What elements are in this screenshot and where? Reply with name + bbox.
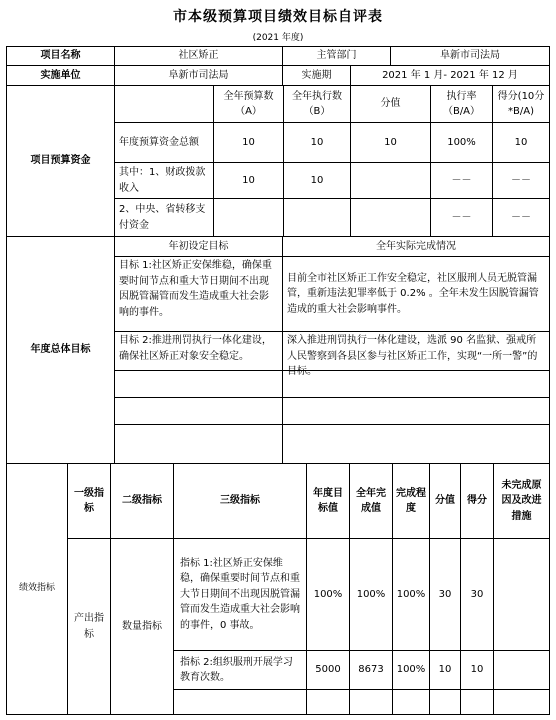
dept-value: 阜新市司法局	[390, 46, 550, 66]
budget-row-total-rate: 100%	[430, 122, 493, 163]
budget-row-fiscal-name: 其中：1、财政拨款收入	[114, 162, 214, 199]
perf-header-level1: 一级指标	[67, 463, 111, 539]
annual-head-actual: 全年实际完成情况	[282, 236, 550, 257]
perf-row-1-score: 30	[460, 538, 494, 651]
perf-row-3-score-value	[429, 689, 461, 715]
perf-label: 绩效指标	[6, 463, 68, 715]
budget-row-transfer-b	[283, 198, 351, 237]
annual-actual-1: 目前全市社区矫正工作安全稳定，社区服刑人员无脱管漏管，重新违法犯罪率低于 0.2% 。全年未发生因脱管漏管造成的重大社会影响事件。	[282, 256, 550, 332]
perf-level2-value: 数量指标	[110, 538, 174, 715]
project-name-label: 项目名称	[6, 46, 115, 66]
annual-actual-2: 深入推进刑罚执行一体化建设，选派 90 名监狱、强戒所人民警察到各县区参与社区矫正工作，实现“一所一警”的目标。	[282, 331, 550, 371]
perf-header-degree: 完成程度	[392, 463, 430, 539]
perf-header-score-value: 分值	[429, 463, 461, 539]
perf-row-3-score	[460, 689, 494, 715]
annual-goal-2: 目标 2:推进刑罚执行一体化建设，确保社区矫正对象安全稳定。	[114, 331, 283, 371]
page-title: 市本级预算项目绩效目标自评表	[173, 9, 383, 25]
budget-header-b: 全年执行数（B）	[283, 85, 351, 123]
perf-row-3-actual	[349, 689, 393, 715]
budget-row-fiscal-a: 10	[213, 162, 284, 199]
perf-row-3-reason	[493, 689, 550, 715]
year-label: (2021 年度)	[252, 33, 304, 43]
annual-goal-1: 目标 1:社区矫正安保维稳，确保重要时间节点和重大节日期间不出现因脱管漏管而发生造成重大社会影响的事件。	[114, 256, 283, 332]
annual-actual-blank-1	[282, 370, 550, 398]
budget-row-total-name: 年度预算资金总额	[114, 122, 214, 163]
perf-row-2-actual: 8673	[349, 650, 393, 690]
budget-header-score-value: 分值	[350, 85, 431, 123]
project-name-value: 社区矫正	[114, 46, 283, 66]
period-label: 实施期	[282, 65, 351, 86]
budget-row-fiscal-rate: －－	[430, 162, 493, 199]
perf-row-1-actual: 100%	[349, 538, 393, 651]
perf-row-1-indicator: 指标 1:社区矫正安保维稳，确保重要时间节点和重大节日期间不出现因脱管漏管而发生造成重大社会影响的事件，0 事故。	[173, 538, 307, 651]
annual-goal-blank-3	[114, 424, 283, 464]
perf-row-1-degree: 100%	[392, 538, 430, 651]
perf-row-2-score: 10	[460, 650, 494, 690]
perf-row-2-degree: 100%	[392, 650, 430, 690]
annual-goals-label: 年度总体目标	[6, 236, 115, 464]
annual-goal-blank-1	[114, 370, 283, 398]
budget-header-rate: 执行率（B/A）	[430, 85, 493, 123]
budget-row-transfer-score-value	[350, 198, 431, 237]
unit-value: 阜新市司法局	[114, 65, 283, 86]
perf-row-3-target	[306, 689, 350, 715]
budget-row-fiscal-score-value	[350, 162, 431, 199]
perf-header-score: 得分	[460, 463, 494, 539]
perf-row-2-score-value: 10	[429, 650, 461, 690]
perf-row-3-degree	[392, 689, 430, 715]
budget-row-total-score: 10	[492, 122, 550, 163]
budget-row-fiscal-b: 10	[283, 162, 351, 199]
budget-row-total-score-value: 10	[350, 122, 431, 163]
perf-header-level2: 二级指标	[110, 463, 174, 539]
budget-header-blank	[114, 85, 214, 123]
annual-actual-blank-3	[282, 424, 550, 464]
perf-row-1-reason	[493, 538, 550, 651]
annual-head-initial: 年初设定目标	[114, 236, 283, 257]
budget-row-transfer-name: 2、中央、省转移支付资金	[114, 198, 214, 237]
budget-row-transfer-a	[213, 198, 284, 237]
budget-row-transfer-rate: －－	[430, 198, 493, 237]
period-value: 2021 年 1 月- 2021 年 12 月	[350, 65, 550, 86]
budget-row-transfer-score: －－	[492, 198, 550, 237]
budget-row-fiscal-score: －－	[492, 162, 550, 199]
unit-label: 实施单位	[6, 65, 115, 86]
perf-row-2-reason	[493, 650, 550, 690]
dept-label: 主管部门	[282, 46, 391, 66]
perf-row-2-indicator: 指标 2:组织服刑开展学习教育次数。	[173, 650, 307, 690]
budget-label: 项目预算资金	[6, 85, 115, 237]
perf-row-1-target: 100%	[306, 538, 350, 651]
perf-header-actual: 全年完成值	[349, 463, 393, 539]
budget-row-total-b: 10	[283, 122, 351, 163]
budget-row-total-a: 10	[213, 122, 284, 163]
budget-header-score: 得分(10分*B/A)	[492, 85, 550, 123]
perf-row-1-score-value: 30	[429, 538, 461, 651]
perf-header-level3: 三级指标	[173, 463, 307, 539]
budget-header-a: 全年预算数（A）	[213, 85, 284, 123]
perf-header-target: 年度目标值	[306, 463, 350, 539]
perf-row-2-target: 5000	[306, 650, 350, 690]
perf-header-reason: 未完成原因及改进措施	[493, 463, 550, 539]
annual-actual-blank-2	[282, 397, 550, 425]
perf-row-3-indicator	[173, 689, 307, 715]
perf-level1-value: 产出指标	[67, 538, 111, 715]
annual-goal-blank-2	[114, 397, 283, 425]
